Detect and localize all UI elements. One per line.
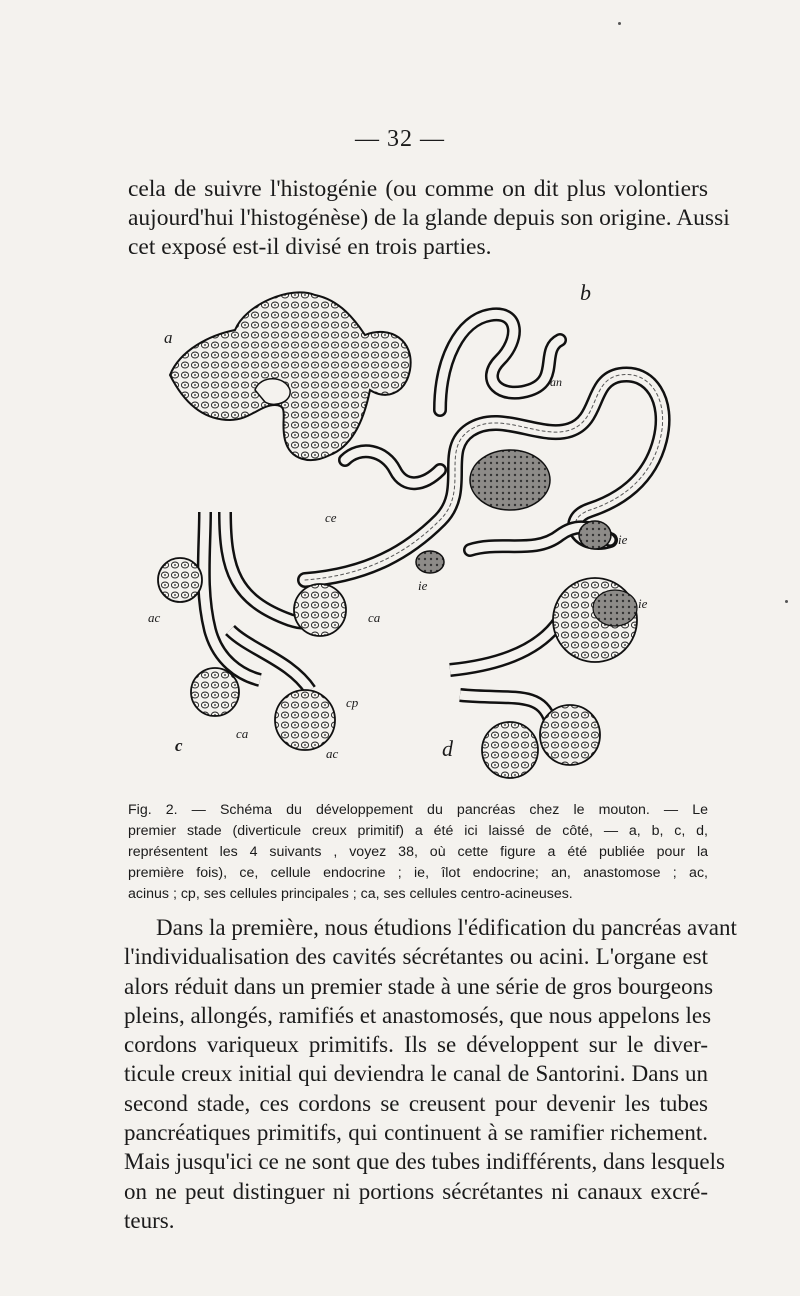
label-ac: ac xyxy=(148,610,161,625)
stage-c-acini xyxy=(158,512,346,750)
caption-line: Fig. 2. — Schéma du développement du pancréas chez le mouton. — Le xyxy=(128,802,708,818)
body-line: l'individualisation des cavités sécrétantes ou acini. L'organe est xyxy=(124,944,708,970)
caption-line: acinus ; cp, ses cellules principales ; ca, ses cellules centro-acineuses. xyxy=(128,886,573,902)
caption-line: représentent les 4 suivants , voyez 38, où cette figure a été publiée pour la xyxy=(128,844,708,860)
body-line: teurs. xyxy=(124,1207,175,1233)
body-line: ticule creux initial qui deviendra le canal de Santorini. Dans un xyxy=(124,1061,708,1087)
scan-speck xyxy=(618,22,621,25)
body-line: Mais jusqu'ici ce ne sont que des tubes indifférents, dans lesquels xyxy=(124,1149,725,1175)
label-ca: ca xyxy=(368,610,381,625)
caption-line: première fois), ce, cellule endocrine ; ie, îlot endocrine; an, anastomose ; ac, xyxy=(128,865,708,881)
body-line: alors réduit dans un premier stade à une série de gros bourgeons xyxy=(124,973,714,999)
stage-d-acini xyxy=(450,578,637,778)
label-ie: ie xyxy=(618,532,628,547)
body-line: second stade, ces cordons se creusent pour devenir les tubes xyxy=(124,1090,708,1116)
body-line: Dans la première, nous étudions l'édification du pancréas avant xyxy=(156,915,737,940)
caption-line: premier stade (diverticule creux primitif) a été ici laissé de côté, — a, b, c, d, xyxy=(128,823,708,839)
body-line: on ne peut distinguer ni portions sécrétantes ni canaux excré- xyxy=(124,1178,708,1204)
figure-caption xyxy=(128,800,708,905)
label-ie: ie xyxy=(638,596,648,611)
label-d: d xyxy=(442,736,453,761)
body-paragraph xyxy=(124,913,737,1235)
intro-line: aujourd'hui l'histogénèse) de la glande depuis son origine. Aussi xyxy=(128,205,730,231)
stage-a-cords xyxy=(170,292,411,460)
label-ac: ac xyxy=(326,746,339,761)
intro-line: cela de suivre l'histogénie (ou comme on dit plus volontiers xyxy=(128,176,708,202)
scan-speck xyxy=(785,600,788,603)
label-a: a xyxy=(164,328,173,347)
label-ca: ca xyxy=(236,726,249,741)
body-line: pancréatiques primitifs, qui continuent à se ramifier richement. xyxy=(124,1120,708,1146)
histology-illustration xyxy=(140,280,700,785)
label-cp: cp xyxy=(346,695,359,710)
body-line: cordons variqueux primitifs. Ils se développent sur le diver- xyxy=(124,1032,708,1058)
label-c: c xyxy=(175,736,183,755)
label-b: b xyxy=(580,280,591,305)
label-an: an xyxy=(550,375,562,389)
figure-pancreas-development xyxy=(140,280,700,785)
page-number: — 32 — xyxy=(355,126,445,152)
intro-line: cet exposé est-il divisé en trois parties. xyxy=(128,234,492,260)
body-line: pleins, allongés, ramifiés et anastomosés, que nous appelons les xyxy=(124,1002,712,1028)
label-ie: ie xyxy=(418,578,428,593)
intro-paragraph xyxy=(128,175,730,262)
label-ce: ce xyxy=(325,510,337,525)
